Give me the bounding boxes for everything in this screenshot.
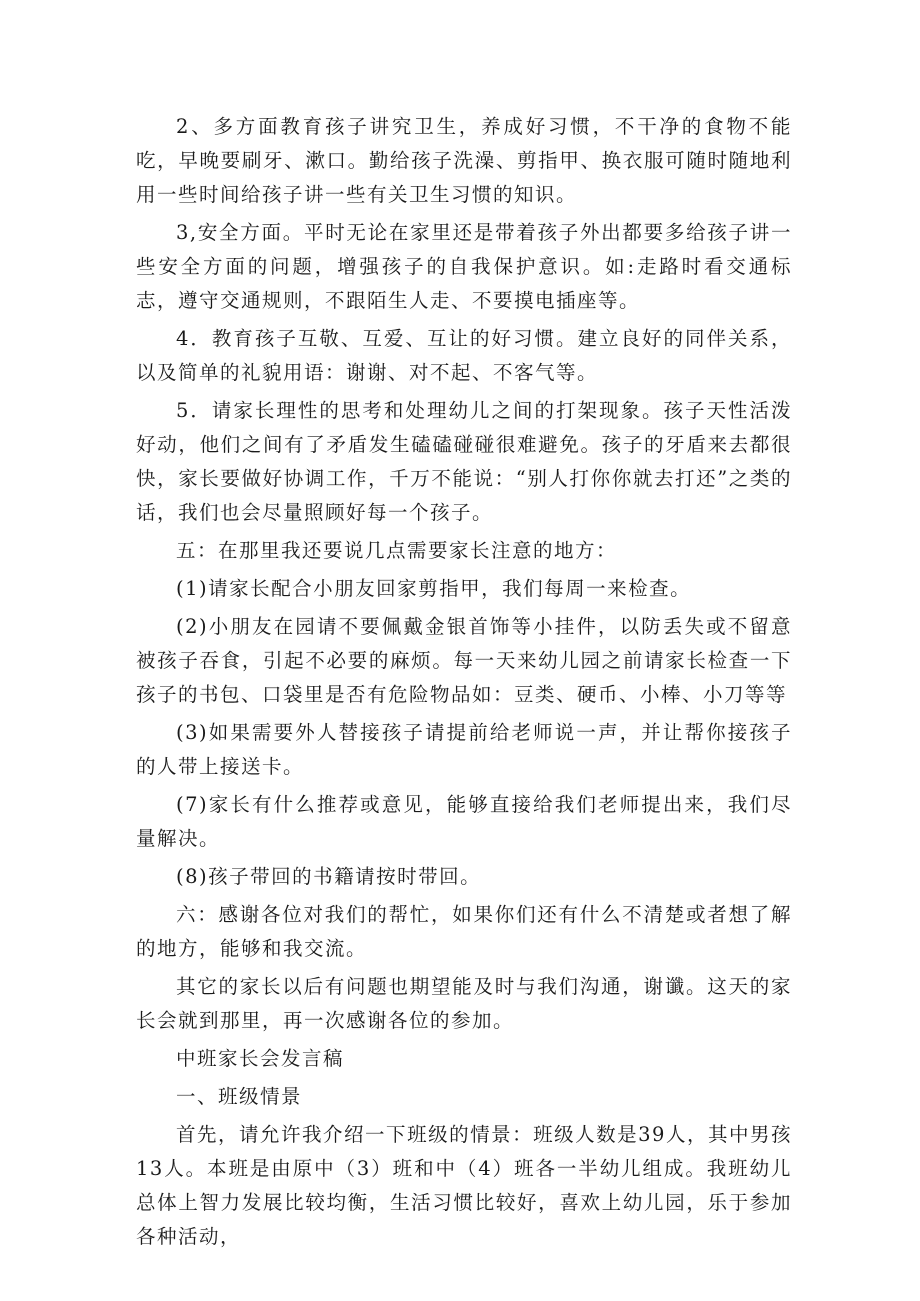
list-item-7: (7)家长有什么推荐或意见，能够直接给我们老师提出来，我们尽量解决。	[136, 793, 792, 850]
list-item-3: (3)如果需要外人替接孩子请提前给老师说一声，并让帮你接孩子的人带上接送卡。	[136, 721, 792, 778]
paragraph-class-intro: 首先，请允许我介绍一下班级的情景：班级人数是39人，其中男孩13人。本班是由原中（3）班和中（4）班各一半幼儿组成。我班幼儿总体上智力发展比较均衡，生活习惯比较好，喜欢上幼儿园，乐于参加各种活动，	[136, 1123, 792, 1248]
list-item-8: (8)孩子带回的书籍请按时带回。	[176, 865, 482, 888]
paragraph-fighting: 5．请家长理性的思考和处理幼儿之间的打架现象。孩子天性活泼好动，他们之间有了矛盾发生磕磕碰碰很难避免。孩子的牙盾来去都很快，家长要做好协调工作，千万不能说：“别人打你你就去打还”之类的话，我们也会尽量照顾好每一个孩子。	[136, 399, 792, 524]
paragraph-safety: 3,安全方面。平时无论在家里还是带着孩子外出都要多给孩子讲一些安全方面的问题，增强孩子的自我保护意识。如:走路时看交通标志，遵守交通规则，不跟陌生人走、不要摸电插座等。	[136, 221, 792, 312]
paragraph-closing: 其它的家长以后有问题也期望能及时与我们沟通，谢谶。这天的家长会就到那里，再一次感谢各位的参加。	[136, 975, 792, 1032]
list-item-2: (2)小朋友在园请不要佩戴金银首饰等小挂件，以防丢失或不留意被孩子吞食，引起不必要的麻烦。每一天来幼儿园之前请家长检查一下孩子的书包、口袋里是否有危险物品如：豆类、硬币、小棒、小刀等等	[136, 615, 792, 706]
document-heading: 中班家长会发言稿	[176, 1047, 345, 1070]
paragraph-respect: 4．教育孩子互敬、互爱、互让的好习惯。建立良好的同伴关系，以及简单的礼貌用语：谢谢、对不起、不客气等。	[136, 327, 792, 384]
paragraph-hygiene: 2、多方面教育孩子讲究卫生，养成好习惯，不干净的食物不能吃，早晚要刷牙、漱口。勤给孩子洗澡、剪指甲、换衣服可随时随地利用一些时间给孩子讲一些有关卫生习惯的知识。	[136, 115, 792, 206]
section-heading-class: 一、班级情景	[176, 1085, 303, 1108]
document-body	[136, 110, 792, 1254]
paragraph-section-six: 六：感谢各位对我们的帮忙，如果你们还有什么不清楚或者想了解的地方，能够和我交流。	[136, 903, 792, 960]
paragraph-section-five: 五：在那里我还要说几点需要家长注意的地方：	[176, 539, 618, 562]
list-item-1: (1)请家长配合小朋友回家剪指甲，我们每周一来检查。	[176, 577, 692, 600]
